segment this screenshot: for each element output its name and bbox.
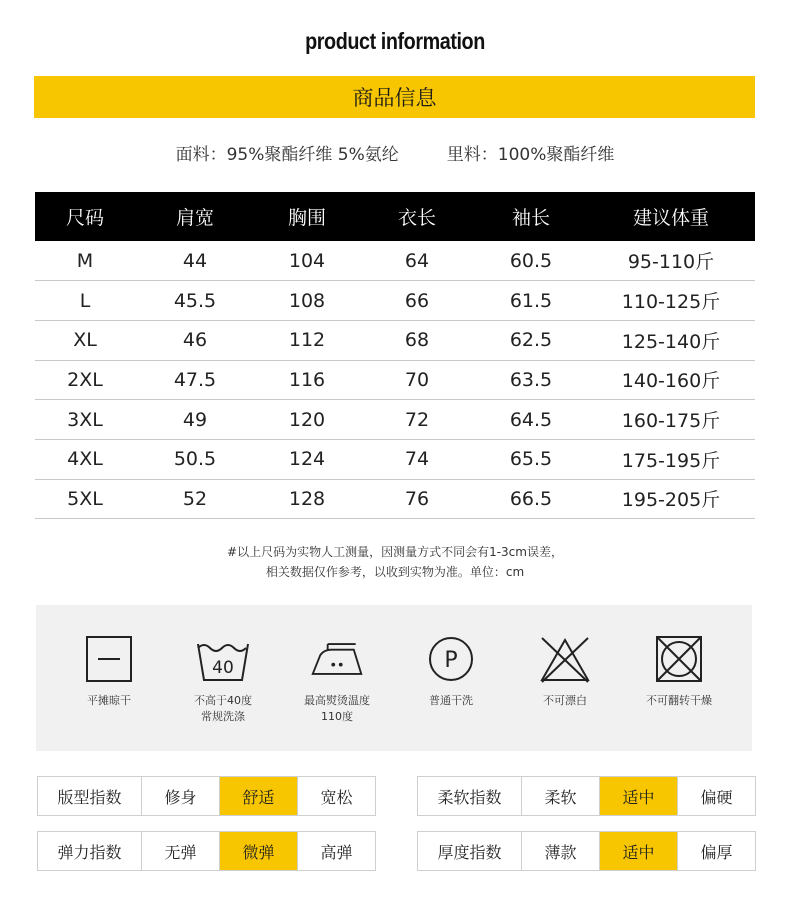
size-row (35, 320, 755, 360)
size-cell: 64.5 (475, 400, 587, 440)
size-cell: 74 (359, 439, 475, 479)
size-cell: 49 (135, 400, 255, 440)
index-name: 厚度指数 (437, 842, 502, 862)
care-label: 普通干洗 (429, 694, 473, 707)
size-cell: 68 (359, 320, 475, 360)
wash-temp-text: 40 (212, 658, 234, 678)
index-option: 宽松 (297, 777, 375, 815)
size-cell: 160-175斤 (587, 400, 755, 440)
care-label: 不可漂白 (543, 694, 587, 707)
size-row (35, 400, 755, 440)
index-option: 柔软 (521, 777, 599, 815)
elasticity-index (37, 831, 376, 871)
flat-dry-icon (81, 633, 137, 685)
page-title-en: product information (305, 28, 485, 54)
dry-clean-p-icon (423, 633, 479, 685)
care-item-no-bleach (515, 605, 615, 751)
care-label: 不高于40度 常规洗涤 (194, 694, 252, 723)
size-cell: 46 (135, 320, 255, 360)
iron-icon (309, 633, 365, 685)
wash-40-icon (195, 633, 251, 685)
care-item-dry-clean (401, 605, 501, 751)
size-cell: 120 (255, 400, 359, 440)
index-option: 微弹 (219, 832, 297, 870)
index-name: 柔软指数 (437, 787, 502, 807)
size-row (35, 439, 755, 479)
size-cell: 175-195斤 (587, 439, 755, 479)
size-cell: 52 (135, 479, 255, 519)
index-option: 偏硬 (677, 777, 755, 815)
col-size: 尺码 (35, 192, 135, 241)
index-option: 高弹 (297, 832, 375, 870)
col-chest: 胸围 (255, 192, 359, 241)
size-cell: 60.5 (475, 241, 587, 281)
softness-index (417, 776, 756, 816)
care-label: 最高熨烫温度 110度 (304, 694, 370, 723)
fabric-outer: 面料：95%聚酯纤维 5%氨纶 (175, 145, 399, 165)
size-cell: 44 (135, 241, 255, 281)
care-instructions (36, 605, 752, 751)
size-cell: 124 (255, 439, 359, 479)
size-cell: 112 (255, 320, 359, 360)
product-info-banner (34, 76, 755, 118)
size-cell: 72 (359, 400, 475, 440)
index-name: 版型指数 (57, 787, 122, 807)
care-item-iron (287, 605, 387, 751)
note-line-1: #以上尺码为实物人工测量，因测量方式不同会有1-3cm误差， (227, 545, 563, 559)
col-length: 衣长 (359, 192, 475, 241)
index-option: 无弹 (141, 832, 219, 870)
index-name: 弹力指数 (57, 842, 122, 862)
size-cell: 116 (255, 360, 359, 400)
size-cell: XL (35, 320, 135, 360)
size-cell: 95-110斤 (587, 241, 755, 281)
size-row (35, 281, 755, 321)
dry-clean-text: P (444, 648, 458, 673)
size-cell: 4XL (35, 439, 135, 479)
size-row (35, 241, 755, 281)
col-sleeve: 袖长 (475, 192, 587, 241)
fabric-composition (0, 140, 790, 168)
size-cell: 3XL (35, 400, 135, 440)
size-cell: 45.5 (135, 281, 255, 321)
size-cell: 128 (255, 479, 359, 519)
size-cell: 195-205斤 (587, 479, 755, 519)
size-cell: 47.5 (135, 360, 255, 400)
care-label: 平摊晾干 (87, 694, 131, 707)
size-cell: L (35, 281, 135, 321)
size-cell: 108 (255, 281, 359, 321)
care-item-wash-40 (173, 605, 273, 751)
index-option: 修身 (141, 777, 219, 815)
fit-index (37, 776, 376, 816)
index-option: 薄款 (521, 832, 599, 870)
size-cell: 104 (255, 241, 359, 281)
size-row (35, 479, 755, 519)
thickness-index (417, 831, 756, 871)
index-option: 适中 (599, 832, 677, 870)
care-label: 不可翻转干燥 (646, 694, 712, 707)
size-table-header (35, 192, 755, 241)
fabric-lining: 里料：100%聚酯纤维 (446, 145, 615, 165)
size-cell: 5XL (35, 479, 135, 519)
size-table (35, 192, 755, 519)
size-cell: 125-140斤 (587, 320, 755, 360)
no-bleach-icon (537, 633, 593, 685)
size-cell: 2XL (35, 360, 135, 400)
measurement-note (0, 542, 790, 582)
col-shoulder: 肩宽 (135, 192, 255, 241)
index-option: 舒适 (219, 777, 297, 815)
size-cell: 66.5 (475, 479, 587, 519)
note-line-2: 相关数据仅作参考，以收到实物为准。单位：cm (265, 565, 525, 579)
care-item-flat-dry (59, 605, 159, 751)
size-cell: 76 (359, 479, 475, 519)
size-row (35, 360, 755, 400)
no-tumble-dry-icon (651, 633, 707, 685)
care-item-no-tumble (629, 605, 729, 751)
size-cell: 62.5 (475, 320, 587, 360)
size-cell: 70 (359, 360, 475, 400)
index-option: 偏厚 (677, 832, 755, 870)
banner-title: 商品信息 (352, 86, 437, 110)
size-cell: 61.5 (475, 281, 587, 321)
index-option: 适中 (599, 777, 677, 815)
size-cell: M (35, 241, 135, 281)
size-cell: 65.5 (475, 439, 587, 479)
size-cell: 66 (359, 281, 475, 321)
col-weight: 建议体重 (587, 192, 755, 241)
size-cell: 64 (359, 241, 475, 281)
size-cell: 50.5 (135, 439, 255, 479)
size-cell: 140-160斤 (587, 360, 755, 400)
size-cell: 110-125斤 (587, 281, 755, 321)
size-cell: 63.5 (475, 360, 587, 400)
